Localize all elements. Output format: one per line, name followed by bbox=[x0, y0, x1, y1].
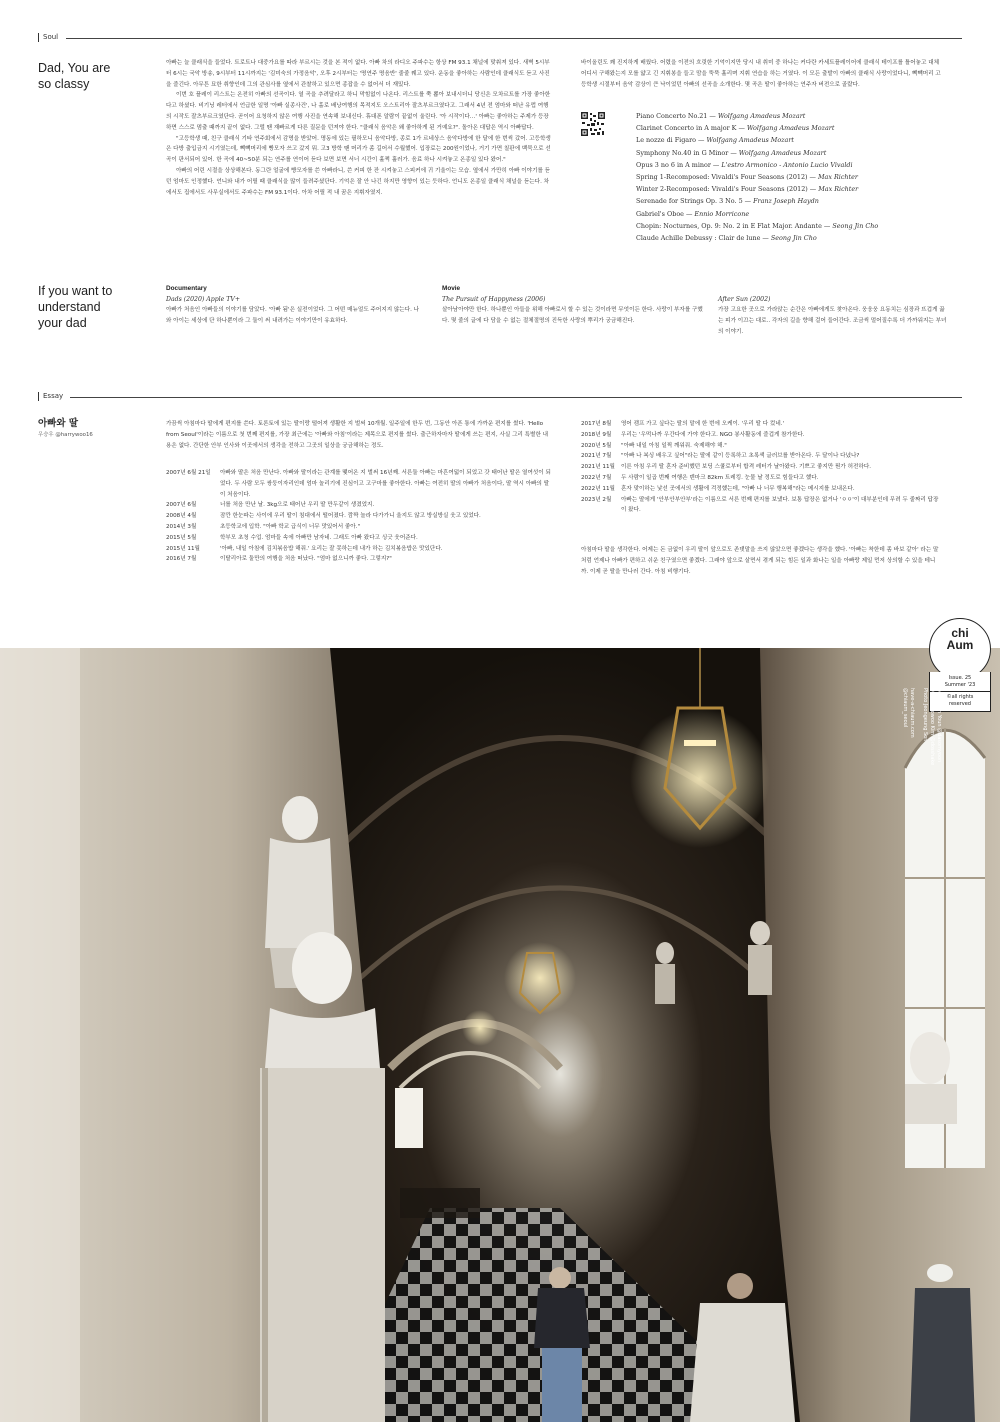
qr-code-icon[interactable] bbox=[581, 112, 605, 136]
understand-title: If you want to understand your dad bbox=[38, 284, 113, 330]
essay-timeline-1 bbox=[166, 468, 552, 565]
section-label-essay: Essay bbox=[38, 392, 67, 401]
playlist bbox=[636, 110, 936, 244]
recommendation-movie: Movie The Pursuit of Happyness (2006) 살아남아야만 한다. 하나뿐인 아들을 위해 아빠로서 할 수 있는 것이라면 무엇이든 한다. 사랑이 부자를 구했다. 몇 줄의 글에 다 담을 수 없는 절체절명의 진득한 사랑의 뿌리가 궁금해진다. bbox=[442, 285, 703, 324]
playlist-item[interactable]: Piano Concerto No.21 — Wolfgang Amadeus Mozart bbox=[636, 112, 806, 120]
divider-rule bbox=[70, 397, 962, 398]
essay-author: 우승우 @harrywoo16 bbox=[38, 432, 93, 438]
essay-outro: 아침마다 딸을 생각한다. 어제는 돈 금없이 우리 딸이 앞으로도 존댓말을 쓰지 않았으면 좋겠다는 생각을 했다. '아빠는 착한데 좀 바보 같아' 라는 말처럼 언제나 아빠가 편하고 쉬운 친구였으면 좋겠다. 그래야 앞으로 살면서 겪게 되는 힘든 일과 화나는 일을 아빠랑 제일 먼저 상의할 수 있을 테니까. 이제 곧 딸을 만나러 간다. 아침 비행기다. bbox=[581, 547, 939, 575]
playlist-item[interactable]: Gabriel's Oboe — Ennio Morricone bbox=[636, 209, 750, 218]
playlist-item[interactable]: Serenade for Strings Op. 3 No. 5 — Franz Joseph Haydn bbox=[636, 197, 819, 206]
playlist-item[interactable]: Symphony No.40 in G Minor — Wolfgang Amadeus Mozart bbox=[636, 148, 827, 157]
logo-text: Aum bbox=[946, 638, 974, 652]
timeline-row: 2017년 8월 영어 캠프 가고 싶다는 딸의 말에 한 번에 오케이. '우리 딸 다 컸네.' bbox=[581, 421, 785, 427]
credit-editor: Editor Yun Youn @dasomyoon bbox=[936, 688, 942, 763]
timeline-row: 2015년 11월 '아빠, 내일 아침에 김치볶음밥 해줘.' 요리는 잘 못하는데 내가 하는 김치볶음밥은 맛있단다. bbox=[166, 545, 443, 552]
timeline-row: 2014년 3월 초등학교에 입학. "아빠 학교 급식이 너무 맛있어서 좋아." bbox=[166, 523, 361, 530]
recommendation-movie-2: After Sun (2002) 가장 고요한 곳으로 가라앉는 순간은 아빠에게도 찾아온다. 웅웅웅 요동치는 심장과 뜨겁게 끓는 피가 이끄는 대로.. 각자의 길을 향해 걸어 들어간다. 조금씩 멀어질수록 더 가까워지는 부녀의 이야기. bbox=[718, 296, 947, 335]
essay-title: 아빠와 딸 bbox=[38, 418, 79, 429]
timeline-row: 2007년 6월 너를 처음 만난 날. 3kg으로 태어난 우리 딸 만두같이 생겼었지. bbox=[166, 502, 375, 509]
essay-timeline-2 bbox=[581, 419, 941, 516]
essay-intro: 가끔씩 아침마다 딸에게 편지를 쓴다. 토론토에 있는 딸이랑 떨어져 생활한 지 벌써 10개월. 일주일에 한두 번, 그동안 아픈 통에 가까운 편지를 썼다. 'Hello from Seoul'이라는 이름으로 첫 번째 편지를, 가장 최근에는 '아빠와 아침'이라는 제목으로 편지를 썼다. 출근하자마자 딸에게 쓰는 편지, 사실 그리 특별한 내용은 없다. 간단한 안부 인사와 이곳에서의 생각을 전하고 그곳의 일상을 궁금해하는 정도. bbox=[166, 421, 549, 449]
recommendation-documentary: Documentary Dads (2020) Apple TV+ 아빠가 처음인 아빠들의 이야기를 담았다. '아빠 됨'은 실전이었다. 그 어떤 매뉴얼도 주어지지 않는다. 나와 아이는 세상에 단 하나뿐이라 그 둘이 써 내려가는 이야기만이 유효하다. bbox=[166, 285, 420, 324]
timeline-row: 2020년 5월 "아빠 내일 아침 일찍 깨워줘. 숙제해야 해." bbox=[581, 442, 727, 449]
website-link[interactable]: have-a-chiaum.com bbox=[909, 688, 915, 738]
rights-text: reserved bbox=[949, 701, 971, 707]
timeline-row: 2016년 7월 이탈리아로 둘만의 여행을 처음 떠났다. "엄마 없으니까 좋다. 그렇지?" bbox=[166, 556, 392, 563]
playlist-item[interactable]: Opus 3 no 6 in A minor — L'estro Armonico - Antonio Lucio Vivaldi bbox=[636, 160, 853, 169]
divider-rule bbox=[66, 38, 962, 39]
playlist-item[interactable]: Spring 1-Recomposed: Vivaldi's Four Seasons (2012) — Max Richter bbox=[636, 173, 858, 182]
instagram-handle[interactable]: @chiaum_seoul bbox=[902, 688, 908, 728]
logo-text: chi bbox=[951, 626, 969, 640]
soul-title: Dad, You are so classy bbox=[38, 61, 111, 91]
playlist-item[interactable]: Le nozze di Figaro — Wolfgang Amadeus Mozart bbox=[636, 136, 794, 145]
hallway-photo bbox=[0, 648, 1000, 1422]
section-label-soul: Soul bbox=[38, 33, 62, 42]
credit-design: Design Gowoo Kim @dosshake bbox=[929, 688, 935, 766]
essay-heading bbox=[38, 418, 93, 440]
credit-photo: Photo Jeongeung Son bbox=[922, 688, 928, 742]
chiaum-logo-badge bbox=[929, 618, 991, 680]
playlist-item[interactable]: Chopin: Nocturnes, Op. 9: No. 2 in E Flat Major. Andante — Seong Jin Cho bbox=[636, 221, 879, 230]
credits bbox=[901, 688, 942, 765]
timeline-row: 2022년 11월 혼자 맞이하는 낯선 곳에서의 생활에 걱정했는데, "아빠 나 너무 행복해"라는 메시지를 보내온다. bbox=[581, 485, 855, 492]
palace-hallway-photo bbox=[0, 648, 1000, 1422]
timeline-row: 2015년 5월 학부모 초청 수업. 엄마들 속에 아빠만 남자네. 그래도 아빠 왔다고 싱긋 웃어준다. bbox=[166, 534, 418, 541]
issue-season: Summer '23 bbox=[944, 682, 976, 688]
timeline-row: 2021년 11월 이른 아침 우리 딸 혼자 준비했던 보딩 스쿨로부터 합격 레터가 날아왔다. 기쁘고 좋지만 뭔가 허전하다. bbox=[581, 464, 871, 471]
timeline-row: 2008년 4월 잠깐 한눈파는 사이에 우리 딸이 침대에서 떨어졌다. 깜짝 놀라 다가가니 울지도 않고 방실방실 웃고 있었다. bbox=[166, 513, 481, 520]
timeline-row: 2018년 9월 우리는 '우먹나까 우간다에 가야 한다고. NGO 봉사활동에 즐겁게 참가한다. bbox=[581, 431, 805, 438]
soul-body-col1: 아빠는 늘 클래식을 들었다. 트로트나 대중가요를 따라 부르시는 것을 본 적이 없다. 아빠 차의 라디오 주파수는 항상 FM 93.1 채널에 맞춰져 있다. 새벽 5시부터 6시는 국악 방송, 9시부터 11시까지는 '김미숙의 가정음악', 오후 2시부터는 '명연주 명음반' 줄줄 꿰고 있다. 운동을 좋아하는 사람인데 클래식도 듣고 사진을 즐긴다. 아무튼 묘한 취향인데 그의 관심사를 옆에서 관찰하고 있으면 종잡을 수 없어서 더 재밌다. 이번 호 플레이 리스트는 온전히 아빠의 선곡이다. 열 곡을 추려달라고 하니 막힘없이 나온다. 리스트를 쭉 뽑아 보내시더니 당신은 모차르트를 가장 좋아한다고 하셨다. 비기닝 레터에서 언급한 일명 '아빠 실종사건', 나 홀로 배낭여행의 목적지도 오스트리아 잘츠부르크였다고. 그래서 4년 전 엄마와 떠난 유럽 여행의 시작도 잘츠부르크였단다. 곧이어 요청하지 않은 여행 사진을 연속해 보내신다. 휴대폰 알람이 끝없이 울린다. '아 시작이다…' 아빠는 좋아하는 주제가 등장하면 스스로 멈출 때까지 끝이 없다. 그럴 땐 재빠르게 다른 질문을 던져야 한다. "클래식 음악은 왜 좋아하게 된 거예요?". 돌아온 대답은 역시 아빠답다. "고등학생 때, 친구 클래식 기타 연주회에서 감명을 받았어. 명동에 있는 필하모니 음악다방, 종로 1가 르네상스 음악다방에 한 달에 한 번씩 갔어. 고등학생은 다방 출입금지 시기였는데, 빽빽머리에 빵모자 쓰고 갔지 뭐. 고3 방학 땐 머리가 좀 길어서 수월했어. 입장료는 200원이었나, 거기 가면 칠판에 백묵으로 선곡이 판서되어 있어. 한 곡에 40~50분 되는 연주를 연이어 듣다 보면 보면 서너 시간이 훌쩍 흘러가. 음료 하나 시켜놓고 온종일 있다 왔어." 아빠의 어린 시절을 상상해본다. 동그란 얼굴에 빵모자를 쓴 아빠라니, 쓴 커피 한 잔 시켜놓고 스피커에 귀 기울이는 모습. 옆에서 가만히 아빠 이야기를 듣던 엄마도 인정했다. 언니와 내가 어릴 때 클래식을 많이 들려주셨단다. 기억은 잘 안 나긴 하지만 영향이 있는 듯하다. 언니도 온종일 클래식 채널을 듣는다. 차에서도 집에서도 사무실에서도 주파수는 FM 93.1이다. 아차 어릴 적 내 꿈은 지휘자였지. bbox=[166, 60, 551, 196]
timeline-row: 2022년 7월 두 사람이 일곱 번째 여행은 덴마크 82km 트레킹. 눈물 날 정도로 힘들다고 했다. bbox=[581, 474, 819, 481]
rights-text: ©all rights bbox=[930, 691, 990, 701]
timeline-row: 2023년 2월 아빠는 딸에게 '안부안부안부'라는 이름으로 서른 번째 편지를 보냈다. 보통 답장은 없거나 'ㅇㅇ'이 대부분인데 무려 두 줄짜리 답장이 왔다. bbox=[581, 496, 939, 514]
timeline-row: 2007년 6월 21일 아빠와 딸은 처음 만난다. 아빠와 딸이라는 관계를 맺어온 지 벌써 16년째. 서른둘 아빠는 마흔여덟이 되었고 갓 태어난 딸은 열여섯이 되었다. 두 사람 모두 쌍둥이자리인데 엄마 놀리기에 진심이고 고구마를 좋아한다. 아빠는 여전히 딸의 아빠가 처음이다, 딸 역시 아빠의 딸이 처음이다. bbox=[166, 470, 551, 498]
issue-number: Issue. 25 bbox=[948, 675, 972, 681]
soul-body-col2: 바이올린도 꽤 진지하게 배웠다. 어렸을 이전의 흐릿한 기억이지만 당시 내 취미 중 하나는 커다란 카세트플레이어에 클래식 테이프를 틀어놓고 대체 어디서 구해왔는지 모를 얇고 긴 지휘봉을 들고 맘을 뚝뚝 흘리며 지휘 연습을 하는 거였다. 이 모든 출발이 아빠의 클래식 사랑이었다니, 빽빽머리 고등학생 시절부터 음악 감상이 큰 낙이었던 아빠의 선곡을 소개한다. 몇 곡은 딸이 좋아하는 연주자 버전으로 골랐다. bbox=[581, 60, 941, 88]
playlist-item[interactable]: Claude Achille Debussy : Clair de lune — Seong Jin Cho bbox=[636, 234, 817, 243]
timeline-row: 2021년 7월 "아빠 나 복싱 배우고 싶어"라는 딸에 같이 등록하고 초록색 글러브를 받아온다. 두 달이나 다녔나? bbox=[581, 453, 860, 460]
playlist-item[interactable]: Winter 2-Recomposed: Vivaldi's Four Seasons (2012) — Max Richter bbox=[636, 185, 859, 194]
playlist-item[interactable]: Clarinet Concerto in A major K — Wolfgang Amadeus Mozart bbox=[636, 124, 835, 133]
